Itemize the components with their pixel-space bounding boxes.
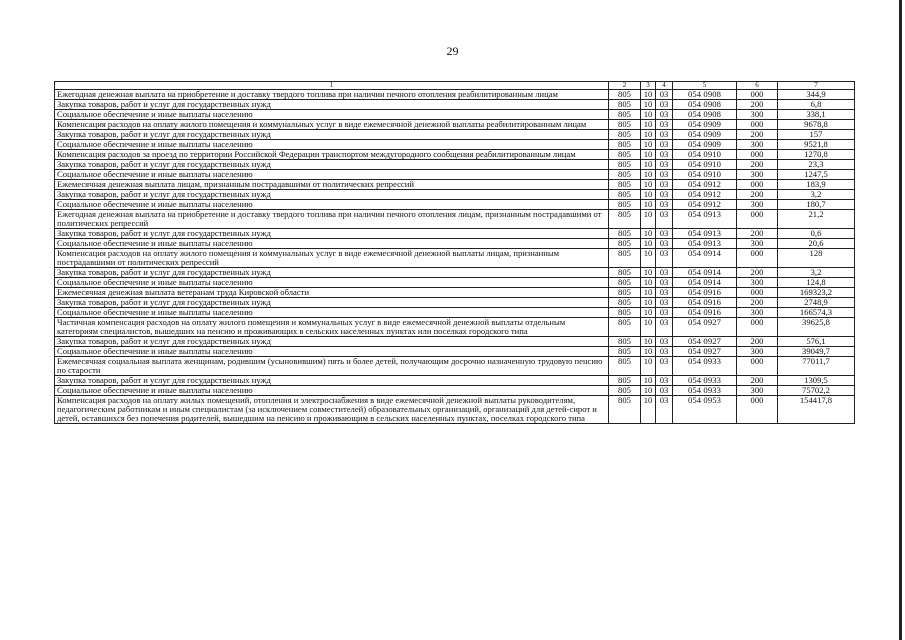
chapter-cell: 10 [641,90,656,100]
subsection-cell: 03 [656,110,673,120]
subsection-cell: 03 [656,298,673,308]
expense-type-cell: 000 [737,396,778,424]
expense-type-cell: 200 [737,268,778,278]
column-number-header: 3 [641,82,656,90]
amount-cell: 576,1 [778,337,855,347]
amount-cell: 39625,8 [778,318,855,337]
section-code-cell: 805 [609,298,641,308]
table-row [55,337,855,347]
target-article-cell: 054 0913 [673,210,737,229]
target-article-cell: 054 0927 [673,318,737,337]
subsection-cell: 03 [656,200,673,210]
table-row [55,170,855,180]
section-code-cell: 805 [609,229,641,239]
expense-type-cell: 200 [737,376,778,386]
description-cell: Компенсация расходов на оплату жилого помещения и коммунальных услуг в виде ежемесячной денежной выплаты лицам, признанным пострадавшими от политических репрессий [55,249,609,268]
chapter-cell: 10 [641,229,656,239]
expense-type-cell: 200 [737,229,778,239]
amount-cell: 23,3 [778,160,855,170]
expense-type-cell: 300 [737,239,778,249]
amount-cell: 9521,8 [778,140,855,150]
expense-type-cell: 300 [737,347,778,357]
subsection-cell: 03 [656,190,673,200]
target-article-cell: 054 0914 [673,249,737,268]
target-article-cell: 054 0909 [673,120,737,130]
amount-cell: 75702,2 [778,386,855,396]
section-code-cell: 805 [609,200,641,210]
expense-type-cell: 000 [737,150,778,160]
table-row [55,140,855,150]
subsection-cell: 03 [656,180,673,190]
amount-cell: 124,8 [778,278,855,288]
table-row [55,110,855,120]
chapter-cell: 10 [641,249,656,268]
description-cell: Социальное обеспечение и иные выплаты населению [55,200,609,210]
amount-cell: 1270,8 [778,150,855,160]
column-number-header: 2 [609,82,641,90]
chapter-cell: 10 [641,278,656,288]
expense-type-cell: 200 [737,130,778,140]
description-cell: Компенсация расходов на оплату жилых помещений, отопления и электроснабжения в виде ежемесячной денежной выплаты руководителям, педагогическим работникам и иным специалистам (за исключением совместителей) образовательных организаций, организаций для детей-сирот и детей, оставшихся без попечения родителей, вышедшим на пенсию и проживающим в сельских населенных пунктах, поселках городского типа [55,396,609,424]
target-article-cell: 054 0908 [673,100,737,110]
target-article-cell: 054 0933 [673,357,737,376]
chapter-cell: 10 [641,396,656,424]
chapter-cell: 10 [641,239,656,249]
expense-type-cell: 200 [737,298,778,308]
chapter-cell: 10 [641,160,656,170]
target-article-cell: 054 0910 [673,150,737,160]
description-cell: Компенсация расходов за проезд по территории Российской Федерации транспортом междугородного сообщения реабилитированным лицам [55,150,609,160]
budget-table [54,81,855,424]
amount-cell: 1309,5 [778,376,855,386]
target-article-cell: 054 0953 [673,396,737,424]
table-row [55,130,855,140]
description-cell: Социальное обеспечение и иные выплаты населению [55,347,609,357]
table-row [55,288,855,298]
description-cell: Закупка товаров, работ и услуг для государственных нужд [55,190,609,200]
expense-type-cell: 000 [737,90,778,100]
expense-type-cell: 000 [737,180,778,190]
table-row [55,180,855,190]
table-row [55,239,855,249]
amount-cell: 20,6 [778,239,855,249]
subsection-cell: 03 [656,140,673,150]
expense-type-cell: 300 [737,170,778,180]
table-row [55,200,855,210]
target-article-cell: 054 0927 [673,337,737,347]
description-cell: Ежемесячная социальная выплата женщинам, родившим (усыновившим) пять и более детей, получающим досрочно назначенную трудовую пенсию по старости [55,357,609,376]
description-cell: Компенсация расходов на оплату жилого помещения и коммунальных услуг в виде ежемесячной денежной выплаты реабилитированным лицам [55,120,609,130]
description-cell: Социальное обеспечение и иные выплаты населению [55,386,609,396]
section-code-cell: 805 [609,180,641,190]
target-article-cell: 054 0910 [673,160,737,170]
expense-type-cell: 300 [737,278,778,288]
target-article-cell: 054 0912 [673,190,737,200]
chapter-cell: 10 [641,318,656,337]
amount-cell: 183,9 [778,180,855,190]
target-article-cell: 054 0908 [673,110,737,120]
table-row [55,190,855,200]
chapter-cell: 10 [641,298,656,308]
table-row [55,120,855,130]
target-article-cell: 054 0913 [673,229,737,239]
chapter-cell: 10 [641,150,656,160]
section-code-cell: 805 [609,130,641,140]
chapter-cell: 10 [641,376,656,386]
chapter-cell: 10 [641,190,656,200]
amount-cell: 338,1 [778,110,855,120]
section-code-cell: 805 [609,210,641,229]
description-cell: Закупка товаров, работ и услуг для государственных нужд [55,268,609,278]
target-article-cell: 054 0908 [673,90,737,100]
target-article-cell: 054 0927 [673,347,737,357]
expense-type-cell: 000 [737,318,778,337]
description-cell: Ежемесячная денежная выплата лицам, признанным пострадавшими от политических репрессий [55,180,609,190]
amount-cell: 344,9 [778,90,855,100]
expense-type-cell: 300 [737,308,778,318]
target-article-cell: 054 0916 [673,298,737,308]
amount-cell: 6,8 [778,100,855,110]
description-cell: Социальное обеспечение и иные выплаты населению [55,110,609,120]
target-article-cell: 054 0916 [673,308,737,318]
table-row [55,150,855,160]
table-row [55,298,855,308]
target-article-cell: 054 0914 [673,278,737,288]
description-cell: Закупка товаров, работ и услуг для государственных нужд [55,130,609,140]
expense-type-cell: 300 [737,386,778,396]
section-code-cell: 805 [609,386,641,396]
table-row [55,229,855,239]
subsection-cell: 03 [656,308,673,318]
amount-cell: 128 [778,249,855,268]
section-code-cell: 805 [609,376,641,386]
chapter-cell: 10 [641,347,656,357]
target-article-cell: 054 0933 [673,376,737,386]
amount-cell: 77011,7 [778,357,855,376]
amount-cell: 3,2 [778,190,855,200]
target-article-cell: 054 0912 [673,180,737,190]
expense-type-cell: 300 [737,110,778,120]
section-code-cell: 805 [609,150,641,160]
subsection-cell: 03 [656,268,673,278]
target-article-cell: 054 0933 [673,386,737,396]
table-row [55,308,855,318]
subsection-cell: 03 [656,210,673,229]
description-cell: Социальное обеспечение и иные выплаты населению [55,170,609,180]
column-number-header: 7 [778,82,855,90]
chapter-cell: 10 [641,110,656,120]
section-code-cell: 805 [609,318,641,337]
target-article-cell: 054 0913 [673,239,737,249]
table-row [55,160,855,170]
table-row [55,278,855,288]
table-row [55,376,855,386]
section-code-cell: 805 [609,90,641,100]
section-code-cell: 805 [609,268,641,278]
table-row [55,268,855,278]
section-code-cell: 805 [609,190,641,200]
expense-type-cell: 000 [737,288,778,298]
table-row [55,210,855,229]
description-cell: Закупка товаров, работ и услуг для государственных нужд [55,376,609,386]
table-row [55,100,855,110]
amount-cell: 154417,8 [778,396,855,424]
section-code-cell: 805 [609,249,641,268]
chapter-cell: 10 [641,210,656,229]
section-code-cell: 805 [609,357,641,376]
subsection-cell: 03 [656,278,673,288]
section-code-cell: 805 [609,347,641,357]
description-cell: Социальное обеспечение и иные выплаты населению [55,278,609,288]
subsection-cell: 03 [656,170,673,180]
target-article-cell: 054 0910 [673,170,737,180]
subsection-cell: 03 [656,357,673,376]
section-code-cell: 805 [609,278,641,288]
description-cell: Закупка товаров, работ и услуг для государственных нужд [55,337,609,347]
section-code-cell: 805 [609,140,641,150]
subsection-cell: 03 [656,386,673,396]
chapter-cell: 10 [641,120,656,130]
column-number-header: 1 [55,82,609,90]
section-code-cell: 805 [609,110,641,120]
table-header-row [55,82,855,90]
expense-type-cell: 000 [737,210,778,229]
expense-type-cell: 000 [737,357,778,376]
subsection-cell: 03 [656,337,673,347]
subsection-cell: 03 [656,239,673,249]
description-cell: Социальное обеспечение и иные выплаты населению [55,140,609,150]
subsection-cell: 03 [656,288,673,298]
amount-cell: 0,6 [778,229,855,239]
amount-cell: 1247,5 [778,170,855,180]
description-cell: Закупка товаров, работ и услуг для государственных нужд [55,229,609,239]
chapter-cell: 10 [641,288,656,298]
chapter-cell: 10 [641,386,656,396]
page-number: 29 [446,44,459,58]
description-cell: Ежемесячная денежная выплата ветеранам труда Кировской области [55,288,609,298]
chapter-cell: 10 [641,180,656,190]
target-article-cell: 054 0914 [673,268,737,278]
chapter-cell: 10 [641,337,656,347]
expense-type-cell: 300 [737,200,778,210]
chapter-cell: 10 [641,130,656,140]
chapter-cell: 10 [641,200,656,210]
amount-cell: 169323,2 [778,288,855,298]
description-cell: Закупка товаров, работ и услуг для государственных нужд [55,100,609,110]
target-article-cell: 054 0909 [673,140,737,150]
chapter-cell: 10 [641,100,656,110]
column-number-header: 4 [656,82,673,90]
description-cell: Социальное обеспечение и иные выплаты населению [55,239,609,249]
subsection-cell: 03 [656,318,673,337]
table-row [55,357,855,376]
section-code-cell: 805 [609,100,641,110]
description-cell: Закупка товаров, работ и услуг для государственных нужд [55,160,609,170]
chapter-cell: 10 [641,140,656,150]
expense-type-cell: 200 [737,100,778,110]
target-article-cell: 054 0909 [673,130,737,140]
section-code-cell: 805 [609,396,641,424]
chapter-cell: 10 [641,268,656,278]
table-row [55,386,855,396]
table-row [55,396,855,424]
target-article-cell: 054 0912 [673,200,737,210]
section-code-cell: 805 [609,239,641,249]
table-row [55,318,855,337]
subsection-cell: 03 [656,376,673,386]
section-code-cell: 805 [609,120,641,130]
amount-cell: 2748,9 [778,298,855,308]
table-body [55,82,855,424]
description-cell: Частичная компенсация расходов на оплату жилого помещения и коммунальных услуг в виде ежемесячной денежной выплаты отдельным категориям специалистов, вышедших на пенсию и проживающих в сельских населенных пунктах или поселках городского типа [55,318,609,337]
expense-type-cell: 200 [737,160,778,170]
section-code-cell: 805 [609,160,641,170]
expense-type-cell: 300 [737,140,778,150]
subsection-cell: 03 [656,90,673,100]
amount-cell: 3,2 [778,268,855,278]
column-number-header: 6 [737,82,778,90]
description-cell: Закупка товаров, работ и услуг для государственных нужд [55,298,609,308]
subsection-cell: 03 [656,249,673,268]
target-article-cell: 054 0916 [673,288,737,298]
section-code-cell: 805 [609,337,641,347]
chapter-cell: 10 [641,170,656,180]
amount-cell: 21,2 [778,210,855,229]
chapter-cell: 10 [641,308,656,318]
section-code-cell: 805 [609,288,641,298]
amount-cell: 157 [778,130,855,140]
description-cell: Социальное обеспечение и иные выплаты населению [55,308,609,318]
amount-cell: 166574,3 [778,308,855,318]
subsection-cell: 03 [656,130,673,140]
subsection-cell: 03 [656,150,673,160]
subsection-cell: 03 [656,229,673,239]
amount-cell: 9678,8 [778,120,855,130]
scan-edge-shadow [899,0,902,640]
column-number-header: 5 [673,82,737,90]
expense-type-cell: 200 [737,190,778,200]
subsection-cell: 03 [656,347,673,357]
table-row [55,90,855,100]
description-cell: Ежегодная денежная выплата на приобретение и доставку твердого топлива при наличии печного отопления лицам, признанным пострадавшими от политических репрессий [55,210,609,229]
table-row [55,347,855,357]
section-code-cell: 805 [609,308,641,318]
expense-type-cell: 000 [737,120,778,130]
section-code-cell: 805 [609,170,641,180]
amount-cell: 39049,7 [778,347,855,357]
chapter-cell: 10 [641,357,656,376]
subsection-cell: 03 [656,396,673,424]
subsection-cell: 03 [656,120,673,130]
expense-type-cell: 000 [737,249,778,268]
amount-cell: 180,7 [778,200,855,210]
subsection-cell: 03 [656,100,673,110]
expense-type-cell: 200 [737,337,778,347]
table-row [55,249,855,268]
subsection-cell: 03 [656,160,673,170]
description-cell: Ежегодная денежная выплата на приобретение и доставку твердого топлива при наличии печного отопления реабилитированным лицам [55,90,609,100]
